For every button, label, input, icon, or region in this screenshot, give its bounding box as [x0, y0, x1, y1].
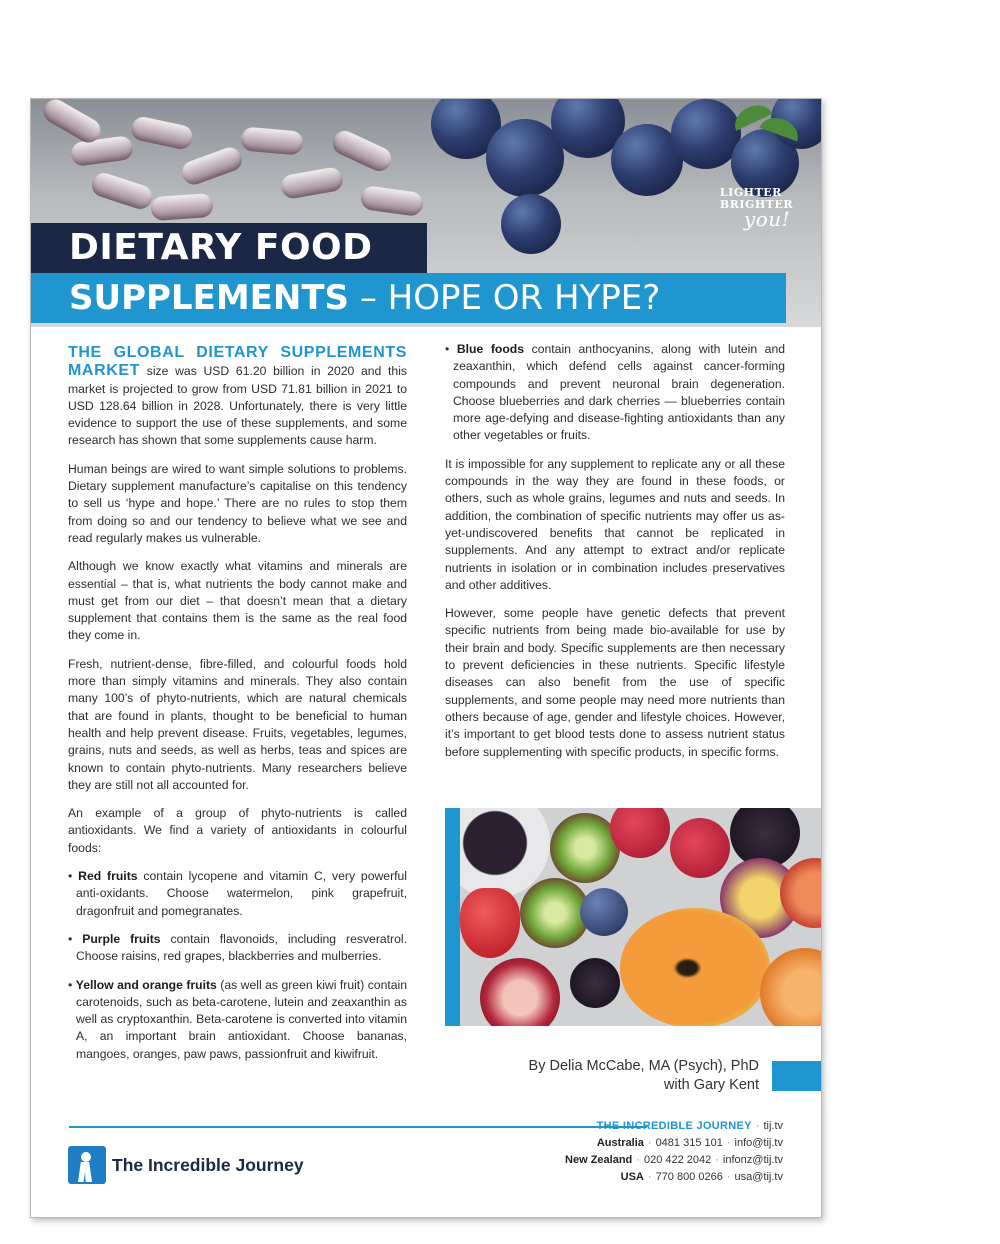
title-rest: – HOPE OR HYPE? [359, 278, 661, 318]
capsule-image [329, 127, 395, 175]
byline-accent-bar [772, 1061, 822, 1091]
blueberry-image [501, 194, 561, 254]
paragraph: Human beings are wired to want simple solutions to problems. Dietary supplement manufacture’s capitalise on this tendency to sell us ‘hype and hope.’ There are no rules to stop them from doing so and our tendency to believe what we see and read regularly makes us vulnerable. [68, 461, 407, 545]
title-bold: SUPPLEMENTS [69, 278, 350, 318]
bullet-heading: Blue foods [456, 342, 525, 356]
bullet-text: (as well as green kiwi fruit) contain carotenoids, such as beta-carotene, lutein and zeaxanthin as well as cryptoxanthin. Beta-carotene is converted into vitamin A, an important brain antioxidant. Choose bananas, mangoes, oranges, paw paws, passionfruit and kiwifruit. [76, 977, 408, 1061]
brand-line-2: BRIGHTER [719, 198, 793, 211]
bullet-text: contain lycopene and vitamin C, very powerful anti-oxidants. Choose watermelon, pink grapefruit, dragonfruit and pomegranates. [76, 869, 407, 918]
bullet-red-fruits: • Red fruits contain lycopene and vitamin C, very powerful anti-oxidants. Choose watermelon, pink grapefruit, dragonfruit and pomegranates. [68, 869, 407, 918]
header-photo [31, 99, 822, 327]
paragraph: However, some people have genetic defects that prevent specific nutrients from being made bio-available for use by their brain and body. Specific supplements are then necessary to prevent deficiencies in these nutrients. Specific lifestyle diseases can also benefit from the use of specific supplements, and some people may need more nutrients than others because of age, gender and lifestyle choices. However, it’s important to get blood tests done to assess nutrient status before supplementing with specific products, in specific forms. [445, 606, 785, 759]
left-column [68, 344, 407, 1074]
paragraph: It is impossible for any supplement to replicate any or all these compounds in the way they are found in these foods, or others, such as whole grains, legumes and nuts and seeds. In addition, the combination of specific nutrients may offer us as-yet-undiscovered benefits that cannot be replicated in supplements. And any attempt to extract and/or replicate nutrients in isolation or in combination includes preservatives and other additives. [445, 456, 785, 592]
lead-heading: THE GLOBAL DIETARY SUPPLEMENTS MARKET [68, 344, 407, 380]
contact-block [565, 1118, 783, 1186]
bullet-text: contain flavonoids, including resveratrol. Choose raisins, red grapes, blackberries and mulberries. [76, 931, 407, 964]
strawberry-image [460, 888, 520, 958]
phone-number: 770 800 0266 [655, 1171, 723, 1183]
country-label: New Zealand [565, 1154, 633, 1166]
lead-paragraph [68, 344, 407, 450]
logo-text: The Incredible Journey [112, 1154, 304, 1175]
bullet-blue-foods: • Blue foods contain anthocyanins, along with lutein and zeaxanthin, which defend cells against cancer-forming compounds and prevent neuronal brain degeneration. Choose blueberries and dark cherries — blueberries contain more age-defying and disease-fighting antioxidants than any other vegetables or fruits. [445, 342, 786, 443]
phone-number: 0481 315 101 [655, 1137, 723, 1149]
journey-figure-icon [68, 1146, 106, 1184]
brand-line-1: LIGHTER [719, 186, 782, 199]
footer-divider [69, 1126, 647, 1128]
incredible-journey-logo [68, 1146, 304, 1184]
blueberry-image [580, 888, 628, 936]
capsule-image [39, 99, 105, 147]
byline-coauthor: with Gary Kent [663, 1077, 759, 1093]
contact-new-zealand: New Zealand · 020 422 2042 · infonz@tij.tv [565, 1154, 783, 1166]
title-line-2 [31, 273, 786, 323]
org-name: THE INCREDIBLE JOURNEY [596, 1120, 752, 1132]
capsule-image [89, 170, 155, 212]
bullet-purple-fruits: • Purple fruits contain flavonoids, including resveratrol. Choose raisins, red grapes, blackberries and mulberries. [68, 931, 407, 964]
phone-number: 020 422 2042 [643, 1154, 712, 1166]
bullet-heading: Red fruits [78, 869, 138, 884]
email-link[interactable]: info@tij.tv [734, 1137, 783, 1149]
bullet-text: contain anthocyanins, along with lutein and zeaxanthin, which defend cells against cancer-forming compounds and prevent neuronal brain degeneration. Choose blueberries and dark cherries — blueberries contain more age-defying and disease-fighting antioxidants than any other vegetables or fruits. [453, 342, 786, 443]
lighter-brighter-you-logo [719, 186, 793, 231]
email-link[interactable]: infonz@tij.tv [722, 1154, 783, 1166]
paragraph: Although we know exactly what vitamins and minerals are essential – that is, what nutrients the body cannot make and must get from our diet – that doesn’t mean that a dietary supplement that contains them is the same as the real food they come in. [68, 559, 407, 643]
org-website-link[interactable]: tij.tv [763, 1120, 783, 1132]
raspberry-image [670, 818, 730, 878]
bullet-heading: Purple fruits [82, 931, 161, 946]
bullet-yellow-orange-fruits: • Yellow and orange fruits (as well as green kiwi fruit) contain carotenoids, such as beta-carotene, lutein and zeaxanthin as well as cryptoxanthin. Beta-carotene is converted into vitamin A, an important brain antioxidant. Choose bananas, mangoes, oranges, paw paws, passionfruit and kiwifruit. [68, 977, 408, 1061]
pomegranate-image [480, 958, 560, 1026]
capsule-image [179, 144, 245, 188]
photo-accent-bar [445, 808, 460, 1026]
email-link[interactable]: usa@tij.tv [734, 1171, 783, 1183]
right-column [445, 341, 785, 772]
lead-text: size was USD 61.20 billion in 2020 and this market is projected to grow from USD 71.81 billion in 2021 to USD 128.64 billion in 2028. Unfortunately, there is very little evidence to support the use of these supplements, and some research has shown that some supplements cause harm. [68, 364, 407, 448]
capsule-image [150, 193, 214, 221]
brand-line-3: you! [743, 207, 791, 231]
contact-usa: USA · 770 800 0266 · usa@tij.tv [620, 1171, 783, 1183]
capsule-image [129, 115, 195, 151]
country-label: Australia [596, 1137, 644, 1149]
paragraph: An example of a group of phyto-nutrients is called antioxidants. We find a variety of antioxidants in colourful foods: [68, 806, 407, 855]
byline-author: By Delia McCabe, MA (Psych), PhD [528, 1058, 759, 1074]
capsule-image [360, 185, 425, 217]
bullet-heading: Yellow and orange fruits [75, 977, 217, 992]
papaya-image [620, 908, 770, 1026]
capsule-image [240, 126, 304, 155]
country-label: USA [620, 1171, 644, 1183]
blackberry-image [570, 958, 620, 1008]
title-line-1: DIETARY FOOD [31, 223, 427, 273]
document-page [30, 98, 822, 1218]
fruit-platter-photo [460, 808, 822, 1026]
contact-australia: Australia · 0481 315 101 · info@tij.tv [596, 1137, 783, 1149]
capsule-image [279, 166, 344, 200]
paragraph: Fresh, nutrient-dense, fibre-filled, and colourful foods hold more than simply vitamins and minerals. They also contain many 100’s of phyto-nutrients, which are natural chemicals that are found in plants, thought to be beneficial to human health and help prevent disease. Fruits, vegetables, legumes, grains, nuts and seeds, as well as herbs, teas and spices are known to contain phyto-nutrients. Many researchers believe they are still not all accounted for. [68, 656, 407, 792]
byline [501, 1057, 759, 1095]
org-line: THE INCREDIBLE JOURNEY · tij.tv [596, 1120, 783, 1132]
